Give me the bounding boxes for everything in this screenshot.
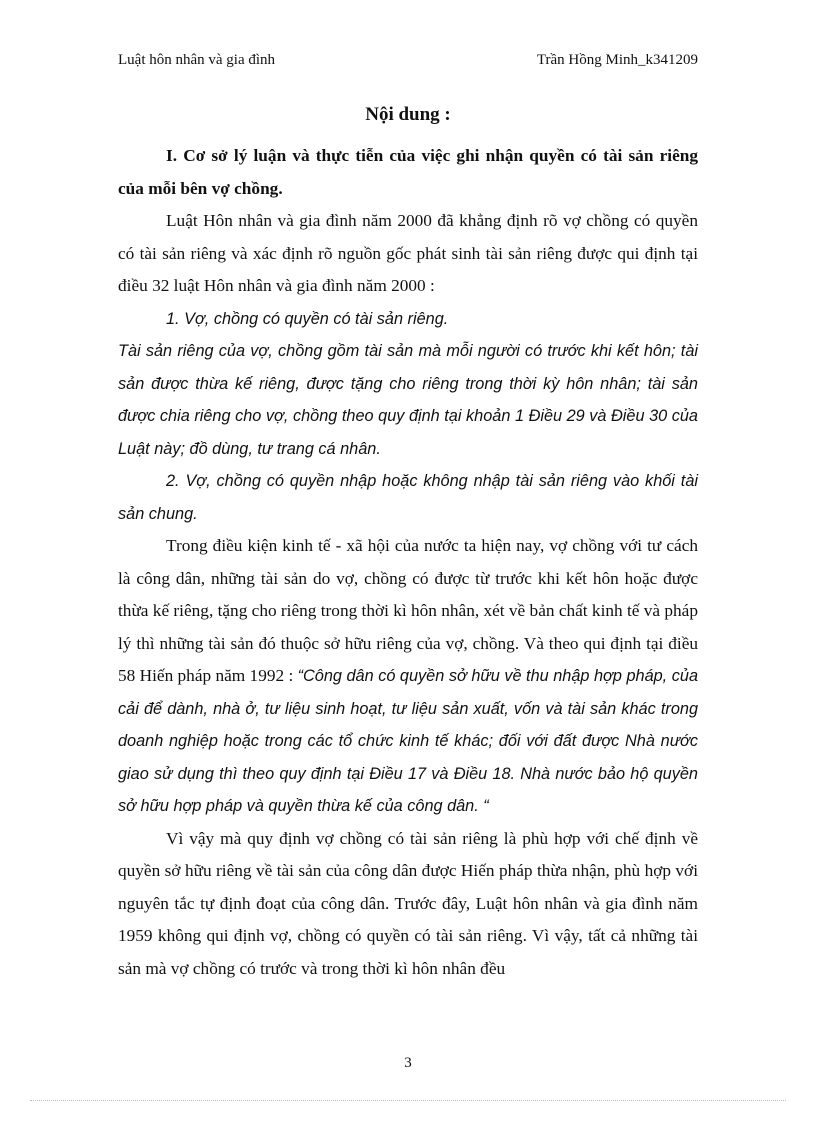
clause-1-text: Tài sản riêng của vợ, chồng gồm tài sản mà mỗi người có trước khi kết hôn; tài sản được thừa kế riêng, được tặng cho riêng trong thời kỳ hôn nhân; tài sản được chia riêng cho vợ, chồng theo quy định tại khoản 1 Điều 29 và Điều 30 của Luật này; đồ dùng, tư trang cá nhân. [118,342,698,458]
page-bottom-divider [30,1100,786,1101]
section-heading: I. Cơ sở lý luận và thực tiễn của việc ghi nhận quyền có tài sản riêng của mỗi bên vợ chồng. [118,146,698,198]
paragraph-2-text: Trong điều kiện kinh tế - xã hội của nước ta hiện nay, vợ chồng với tư cách là công dân, những tài sản do vợ, chồng có được từ trước khi kết hôn hoặc được thừa kế riêng, tặng cho riêng trong thời kì hôn nhân, xét về bản chất kinh tế và pháp lý thì những tài sản đó thuộc sở hữu riêng của vợ, chồng. Và theo qui định tại điều 58 Hiến pháp năm 1992 : [118,536,698,685]
page-number: 3 [404,1055,412,1071]
paragraph-3: Vì vậy mà quy định vợ chồng có tài sản riêng là phù hợp với chế định về quyền sở hữu riêng về tài sản của công dân được Hiến pháp thừa nhận, phù hợp với nguyên tắc tự định đoạt của công dân. Trước đây, Luật hôn nhân và gia đình năm 1959 không qui định vợ, chồng có quyền có tài sản riêng. Vì vậy, tất cả những tài sản mà vợ chồng có trước và trong thời kì hôn nhân đều [118,828,698,978]
clause-2: 2. Vợ, chồng có quyền nhập hoặc không nhập tài sản riêng vào khối tài sản chung. [118,472,698,523]
constitution-quote: “Công dân có quyền sở hữu về thu nhập hợp pháp, của cải để dành, nhà ở, tư liệu sinh hoạt, tư liệu sản xuất, vốn và tài sản khác trong doanh nghiệp hoặc trong các tổ chức kinh tế khác; đối với đất được Nhà nước giao sử dụng thì theo quy định tại Điều 17 và Điều 18. Nhà nước bảo hộ quyền sở hữu hợp pháp và quyền thừa kế của công dân. “ [118,667,698,815]
paragraph-2 [118,530,698,823]
page-title: Nội dung : [365,104,451,125]
clause-1: 1. Vợ, chồng có quyền có tài sản riêng. [166,309,449,328]
page-header [118,52,698,74]
header-left: Luật hôn nhân và gia đình [118,52,276,68]
page-body [118,100,698,985]
header-right: Trần Hồng Minh_k341209 [536,52,698,68]
paragraph-1: Luật Hôn nhân và gia đình năm 2000 đã khẳng định rõ vợ chồng có quyền có tài sản riêng và xác định rõ nguồn gốc phát sinh tài sản riêng được qui định tại điều 32 luật Hôn nhân và gia đình năm 2000 : [118,211,698,295]
